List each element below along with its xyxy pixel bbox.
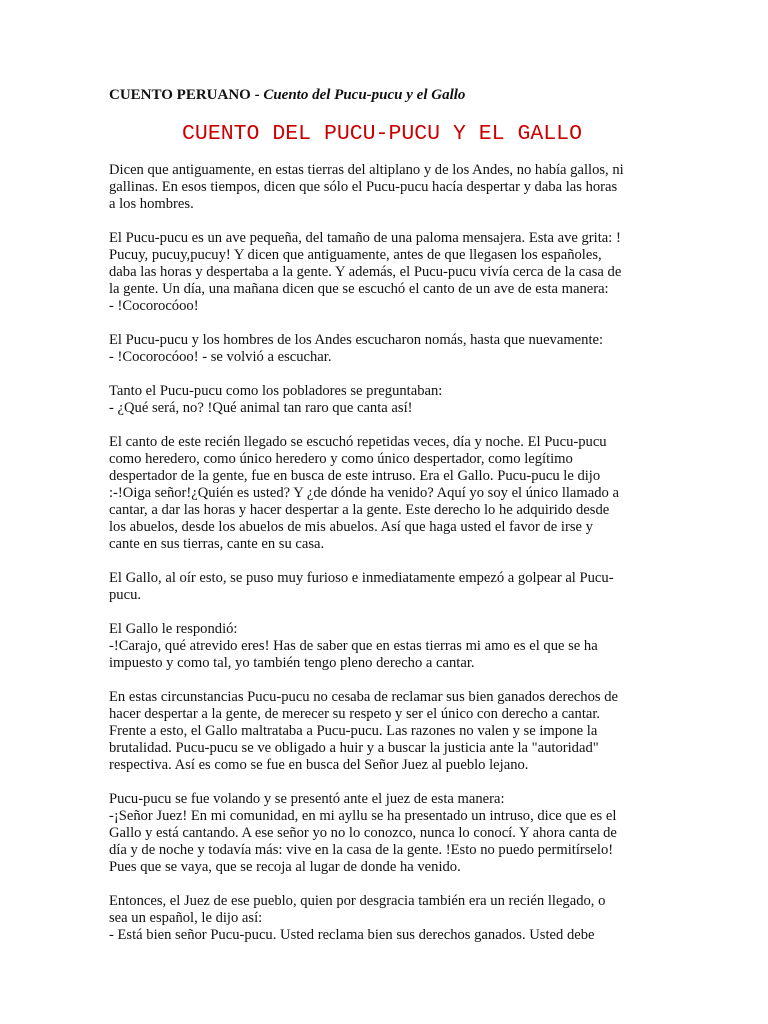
paragraph-line: gallinas. En esos tiempos, dicen que sólo el Pucu-pucu hacía despertar y daba las horas: [109, 179, 618, 195]
story-paragraph: [109, 893, 659, 944]
story-paragraph: [109, 383, 659, 417]
paragraph-line: - Está bien señor Pucu-pucu. Usted reclama bien sus derechos ganados. Usted debe: [109, 927, 595, 943]
story-paragraph: [109, 230, 659, 315]
paragraph-line: los abuelos, desde los abuelos de mis abuelos. Así que haga usted el favor de irse y: [109, 519, 593, 535]
paragraph-line: la gente. Un día, una mañana dicen que se escuchó el canto de un ave de esta manera:: [109, 281, 609, 297]
story-paragraph: [109, 434, 659, 553]
paragraph-line: a los hombres.: [109, 196, 194, 212]
story-body: [109, 162, 659, 944]
paragraph-line: -¡Señor Juez! En mi comunidad, en mi ayllu se ha presentado un intruso, dice que es el: [109, 808, 617, 824]
paragraph-line: Pucu-pucu se fue volando y se presentó ante el juez de esta manera:: [109, 791, 505, 807]
paragraph-line: cantar, a dar las horas y hacer despertar a la gente. Este derecho lo he adquirido desde: [109, 502, 610, 518]
paragraph-line: Pucuy, pucuy,pucuy! Y dicen que antiguamente, antes de que llegasen los españoles,: [109, 247, 602, 263]
paragraph-line: El Pucu-pucu es un ave pequeña, del tamaño de una paloma mensajera. Esta ave grita: !: [109, 230, 621, 246]
paragraph-line: como heredero, como único heredero y como único despertador, como legítimo: [109, 451, 573, 467]
story-paragraph: [109, 689, 659, 774]
paragraph-line: daba las horas y despertaba a la gente. Y además, el Pucu-pucu vivía cerca de la casa de: [109, 264, 622, 280]
paragraph-line: Dicen que antiguamente, en estas tierras del altiplano y de los Andes, no había gallos, ni: [109, 162, 624, 178]
story-paragraph: [109, 621, 659, 672]
paragraph-line: día y de noche y todavía más: vive en la casa de la gente. !Esto no puedo permitírselo!: [109, 842, 614, 858]
paragraph-line: El Pucu-pucu y los hombres de los Andes escucharon nomás, hasta que nuevamente:: [109, 332, 604, 348]
document-page: [109, 86, 659, 961]
paragraph-line: En estas circunstancias Pucu-pucu no cesaba de reclamar sus bien ganados derechos de: [109, 689, 618, 705]
header-subtitle: Cuento del Pucu-pucu y el Gallo: [263, 87, 466, 103]
document-header: [109, 86, 659, 105]
paragraph-line: brutalidad. Pucu-pucu se ve obligado a huir y a buscar la justicia ante la "autoridad": [109, 740, 599, 756]
paragraph-line: sea un español, le dijo así:: [109, 910, 263, 926]
paragraph-line: Gallo y está cantando. A ese señor yo no lo conozco, nunca lo conocí. Y ahora canta de: [109, 825, 617, 841]
paragraph-line: Pues que se vaya, que se recoja al lugar de donde ha venido.: [109, 859, 461, 875]
header-separator: -: [250, 87, 264, 103]
paragraph-line: hacer despertar a la gente, de merecer su respeto y ser el único con derecho a cantar.: [109, 706, 601, 722]
paragraph-line: - !Cocorocóoo!: [109, 298, 199, 314]
story-paragraph: [109, 791, 659, 876]
header-prefix: CUENTO PERUANO: [109, 87, 251, 103]
paragraph-line: - ¿Qué será, no? !Qué animal tan raro que canta así!: [109, 400, 413, 416]
story-paragraph: [109, 332, 659, 366]
paragraph-line: El Gallo le respondió:: [109, 621, 238, 637]
paragraph-line: -!Carajo, qué atrevido eres! Has de saber que en estas tierras mi amo es el que se ha: [109, 638, 598, 654]
paragraph-line: despertador de la gente, fue en busca de este intruso. Era el Gallo. Pucu-pucu le dijo: [109, 468, 601, 484]
paragraph-line: Tanto el Pucu-pucu como los pobladores se preguntaban:: [109, 383, 443, 399]
story-paragraph: [109, 570, 659, 604]
paragraph-line: pucu.: [109, 587, 142, 603]
paragraph-line: El Gallo, al oír esto, se puso muy furioso e inmediatamente empezó a golpear al Pucu-: [109, 570, 614, 586]
paragraph-line: impuesto y como tal, yo también tengo pleno derecho a cantar.: [109, 655, 475, 671]
paragraph-line: Entonces, el Juez de ese pueblo, quien por desgracia también era un recién llegado, o: [109, 893, 606, 909]
paragraph-line: respectiva. Así es como se fue en busca del Señor Juez al pueblo lejano.: [109, 757, 529, 773]
paragraph-line: cante en sus tierras, cante en su casa.: [109, 536, 325, 552]
paragraph-line: El canto de este recién llegado se escuchó repetidas veces, día y noche. El Pucu-pucu: [109, 434, 607, 450]
story-title: CUENTO DEL PUCU-PUCU Y EL GALLO: [182, 122, 582, 146]
story-paragraph: [109, 162, 659, 213]
paragraph-line: Frente a esto, el Gallo maltrataba a Pucu-pucu. Las razones no valen y se impone la: [109, 723, 598, 739]
paragraph-line: :-!Oiga señor!¿Quién es usted? Y ¿de dónde ha venido? Aquí yo soy el único llamado a: [109, 485, 619, 501]
paragraph-line: - !Cocorocóoo! - se volvió a escuchar.: [109, 349, 332, 365]
